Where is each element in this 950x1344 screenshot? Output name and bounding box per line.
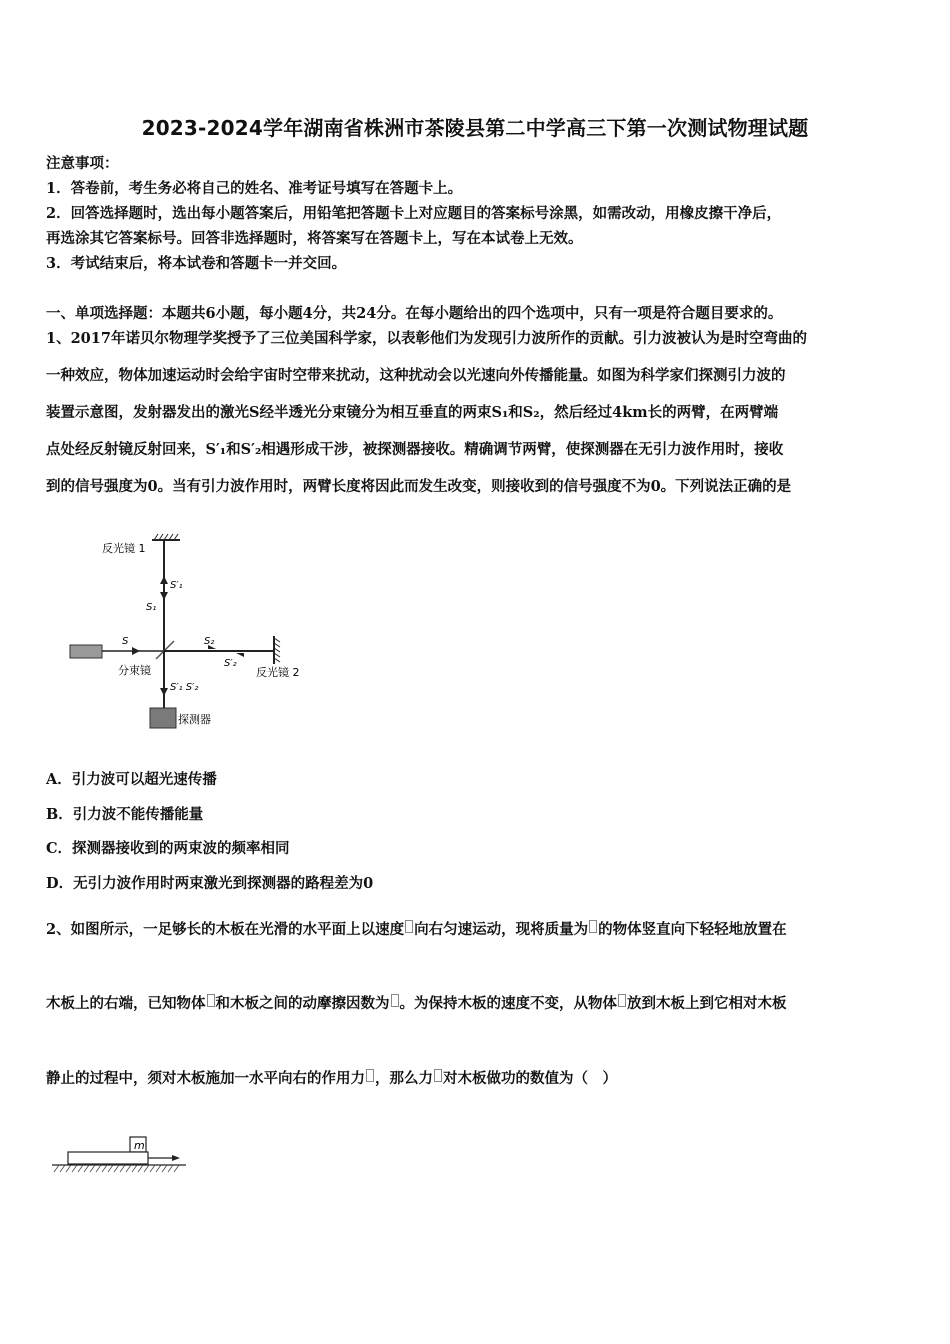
question-1-line: 1、2017年诺贝尔物理学奖授予了三位美国科学家，以表彰他们为发现引力波所作的贡献。引力波被认为是时空弯曲的 — [46, 330, 807, 347]
formula-placeholder-icon — [366, 1069, 374, 1082]
option-a: A．引力波可以超光速传播 — [46, 771, 217, 788]
q2-text: 的物体竖直向下轻轻地放置在 — [598, 921, 787, 938]
formula-placeholder-icon — [434, 1069, 442, 1082]
mirror-2-label: 反光镜 2 — [256, 666, 300, 679]
q2-text: ，那么力 — [375, 1070, 433, 1087]
velocity-arrow-icon — [172, 1155, 180, 1161]
formula-placeholder-icon — [207, 994, 215, 1007]
notice-item: 2．回答选择题时，选出每小题答案后，用铅笔把答题卡上对应题目的答案标号涂黑，如需改动，用橡皮擦干净后， — [46, 205, 782, 222]
option-d: D．无引力波作用时两束激光到探测器的路程差为0 — [46, 875, 374, 892]
q2-text: 2、如图所示，一足够长的木板在光滑的水平面上以速度 — [46, 921, 405, 938]
notice-item: 再选涂其它答案标号。回答非选择题时，将答案写在答题卡上，写在本试卷上无效。 — [46, 230, 583, 247]
question-1-line: 一种效应，物体加速运动时会给宇宙时空带来扰动，这种扰动会以光速向外传播能量。如图为科学家们探测引力波的 — [46, 367, 786, 384]
detector-label: 探测器 — [178, 713, 211, 726]
interferometer-diagram — [60, 528, 330, 738]
q2-text: 和木板之间的动摩擦因数为 — [215, 995, 390, 1012]
detector-box — [150, 708, 176, 728]
notice-heading: 注意事项： — [46, 155, 119, 172]
question-1-line: 点处经反射镜反射回来，S′₁和S′₂相遇形成干涉，被探测器接收。精确调节两臂，使探测器在无引力波作用时，接收 — [46, 441, 784, 458]
question-1-line: 装置示意图，发射器发出的激光S经半透光分束镜分为相互垂直的两束S₁和S₂，然后经过4km长的两臂，在两臂端 — [46, 404, 779, 421]
s-label: S — [122, 636, 129, 647]
question-2-line — [46, 918, 787, 939]
formula-placeholder-icon — [618, 994, 626, 1007]
combined-beam-label: S′₁ S′₂ — [170, 682, 199, 693]
mirror-1-label: 反光镜 1 — [102, 542, 146, 555]
question-1-line: 到的信号强度为0。当有引力波作用时，两臂长度将因此而发生改变，则接收到的信号强度不为0。下列说法正确的是 — [46, 478, 792, 495]
wooden-board — [68, 1152, 148, 1164]
s2-prime-label: S′₂ — [224, 658, 237, 669]
notice-item: 1．答卷前，考生务必将自己的姓名、准考证号填写在答题卡上。 — [46, 180, 463, 197]
laser-source — [70, 645, 102, 658]
q2-text: 木板上的右端，已知物体 — [46, 995, 206, 1012]
page-title: 2023-2024学年湖南省株洲市茶陵县第二中学高三下第一次测试物理试题 — [141, 116, 809, 140]
q2-text: 放到木板上到它相对木板 — [627, 995, 787, 1012]
splitter-label: 分束镜 — [118, 664, 151, 677]
option-c: C．探测器接收到的两束波的频率相同 — [46, 840, 290, 857]
formula-placeholder-icon — [405, 920, 413, 933]
formula-placeholder-icon — [589, 920, 597, 933]
section-heading: 一、单项选择题：本题共6小题，每小题4分，共24分。在每小题给出的四个选项中，只有一项是符合题目要求的。 — [46, 305, 783, 322]
q2-text: 向右匀速运动，现将质量为 — [414, 921, 589, 938]
board-block-diagram — [50, 1132, 190, 1178]
q2-text: 。为保持木板的速度不变，从物体 — [399, 995, 617, 1012]
s1-prime-label: S′₁ — [170, 580, 183, 591]
question-2-line — [46, 992, 787, 1013]
s2-label: S₂ — [204, 636, 215, 647]
notice-item: 3．考试结束后，将本试卷和答题卡一并交回。 — [46, 255, 347, 272]
s1-label: S₁ — [146, 602, 157, 613]
question-2-line — [46, 1067, 617, 1088]
formula-placeholder-icon — [391, 994, 399, 1007]
option-b: B．引力波不能传播能量 — [46, 806, 204, 823]
block-label: m — [134, 1139, 145, 1152]
q2-text: 静止的过程中，须对木板施加一水平向右的作用力 — [46, 1070, 365, 1087]
q2-text: 对木板做功的数值为（ ） — [443, 1070, 617, 1087]
